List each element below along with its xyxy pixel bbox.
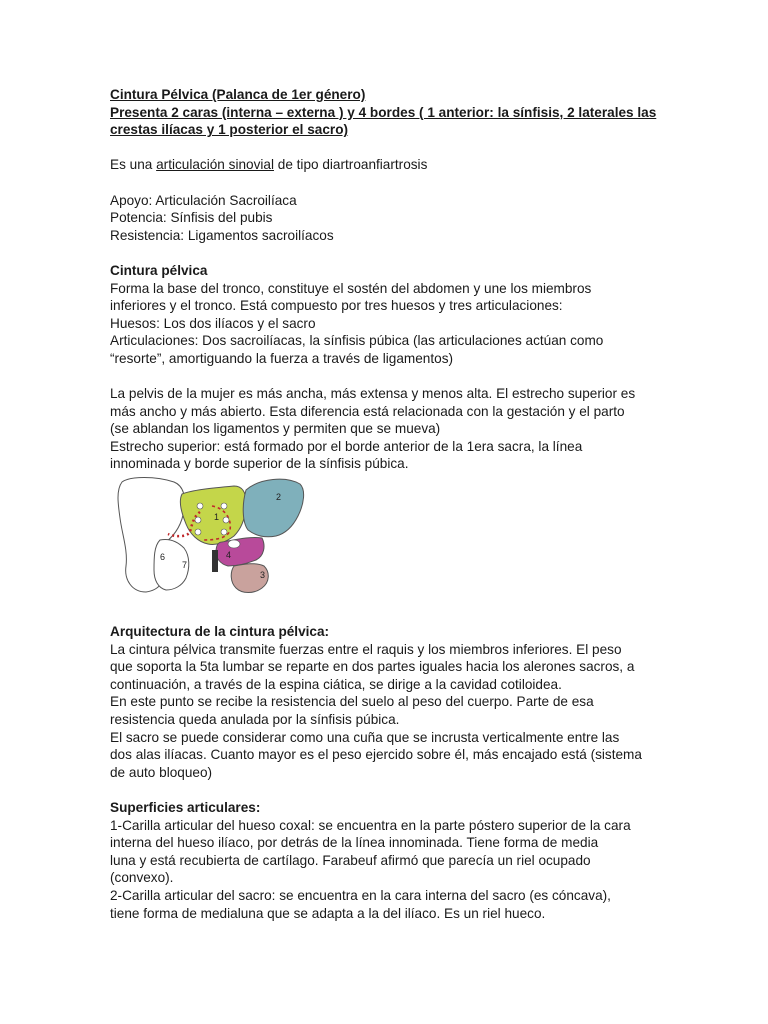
pelvis-illustration <box>116 476 306 601</box>
paragraph-line: luna y está recubierta de cartílago. Farabeuf afirmó que parecía un riel ocupado <box>110 852 591 868</box>
paragraph-line: más ancho y más abierto. Esta diferencia está relacionada con la gestación y el parto <box>110 403 625 419</box>
paragraph-line: que soporta la 5ta lumbar se reparte en dos partes iguales hacia los alerones sacros, a <box>110 659 635 675</box>
paragraph-line: “resorte”, amortiguando la fuerza a través de ligamentos) <box>110 350 454 366</box>
paragraph-line: dos alas ilíacas. Cuanto mayor es el peso ejercido sobre él, más encajado está (sistema <box>110 747 642 763</box>
paragraph-line: Estrecho superior: está formado por el borde anterior de la 1era sacra, la línea <box>110 438 583 454</box>
region-label-1: 1 <box>214 512 220 523</box>
paragraph-line: En este punto se recibe la resistencia del suelo al peso del cuerpo. Parte de esa <box>110 694 594 710</box>
section-heading-architecture: Arquitectura de la cintura pélvica: <box>110 624 330 640</box>
paragraph-line: Articulaciones: Dos sacroilíacas, la sínfisis púbica (las articulaciones actúan como <box>110 333 604 349</box>
paragraph-line: La cintura pélvica transmite fuerzas entre el raquis y los miembros inferiores. El peso <box>110 641 622 657</box>
region-label-7: 7 <box>182 560 188 571</box>
lever-resistance: Resistencia: Ligamentos sacroilíacos <box>110 227 334 243</box>
lever-power: Potencia: Sínfisis del pubis <box>110 210 273 226</box>
document-subtitle-line-2: crestas ilíacas y 1 posterior el sacro) <box>110 122 349 138</box>
paragraph-line: (se ablandan los ligamentos y permiten que se mueva) <box>110 421 441 437</box>
synovial-joint-link[interactable]: articulación sinovial <box>156 157 274 173</box>
paragraph-line: continuación, a través de la espina ciática, se dirige a la cavidad cotiloidea. <box>110 676 562 692</box>
region-label-2: 2 <box>276 492 282 503</box>
joint-type-prefix: Es una <box>110 157 157 173</box>
paragraph-line: interna del hueso ilíaco, por detrás de la línea innominada. Tiene forma de media <box>110 835 599 851</box>
joint-type-paragraph <box>110 156 670 174</box>
paragraph-line: innominada y borde superior de la sínfisis púbica. <box>110 456 409 472</box>
document-title: Cintura Pélvica (Palanca de 1er género) <box>110 87 366 102</box>
region-label-4: 4 <box>226 550 232 561</box>
paragraph-line: 2-Carilla articular del sacro: se encuentra en la cara interna del sacro (es cóncava), <box>110 887 611 903</box>
paragraph-line: El sacro se puede considerar como una cuña que se incrusta verticalmente entre las <box>110 729 620 745</box>
symphysis-marker <box>212 550 218 572</box>
paragraph-line: La pelvis de la mujer es más ancha, más extensa y menos alta. El estrecho superior es <box>110 386 636 402</box>
paragraph-line: de auto bloqueo) <box>110 764 213 780</box>
paragraph-line: inferiores y el tronco. Está compuesto por tres huesos y tres articulaciones: <box>110 298 563 314</box>
section-heading-articular-surfaces: Superficies articulares: <box>110 800 261 815</box>
region-label-3: 3 <box>260 570 266 581</box>
section-heading-pelvic-girdle: Cintura pélvica <box>110 262 208 278</box>
paragraph-line: (convexo). <box>110 870 174 886</box>
pelvis-diagram <box>116 476 306 601</box>
paragraph-line: Huesos: Los dos ilíacos y el sacro <box>110 315 316 331</box>
paragraph-line: Forma la base del tronco, constituye el sostén del abdomen y une los miembros <box>110 280 592 296</box>
lever-support: Apoyo: Articulación Sacroilíaca <box>110 192 297 208</box>
document-page <box>110 86 670 922</box>
paragraph-line: resistencia queda anulada por la sínfisis púbica. <box>110 712 400 728</box>
region-label-6: 6 <box>160 552 166 563</box>
document-subtitle-line-1: Presenta 2 caras (interna – externa ) y 4 bordes ( 1 anterior: la sínfisis, 2 laterales las <box>110 104 657 120</box>
right-ilium <box>243 479 303 537</box>
joint-type-suffix: de tipo diartroanfiartrosis <box>273 157 428 173</box>
paragraph-line: 1-Carilla articular del hueso coxal: se encuentra en la parte póstero superior de la cara <box>110 817 631 833</box>
pubic-region <box>216 538 264 567</box>
paragraph-line: tiene forma de medialuna que se adapta a la del ilíaco. Es un riel hueco. <box>110 905 546 921</box>
